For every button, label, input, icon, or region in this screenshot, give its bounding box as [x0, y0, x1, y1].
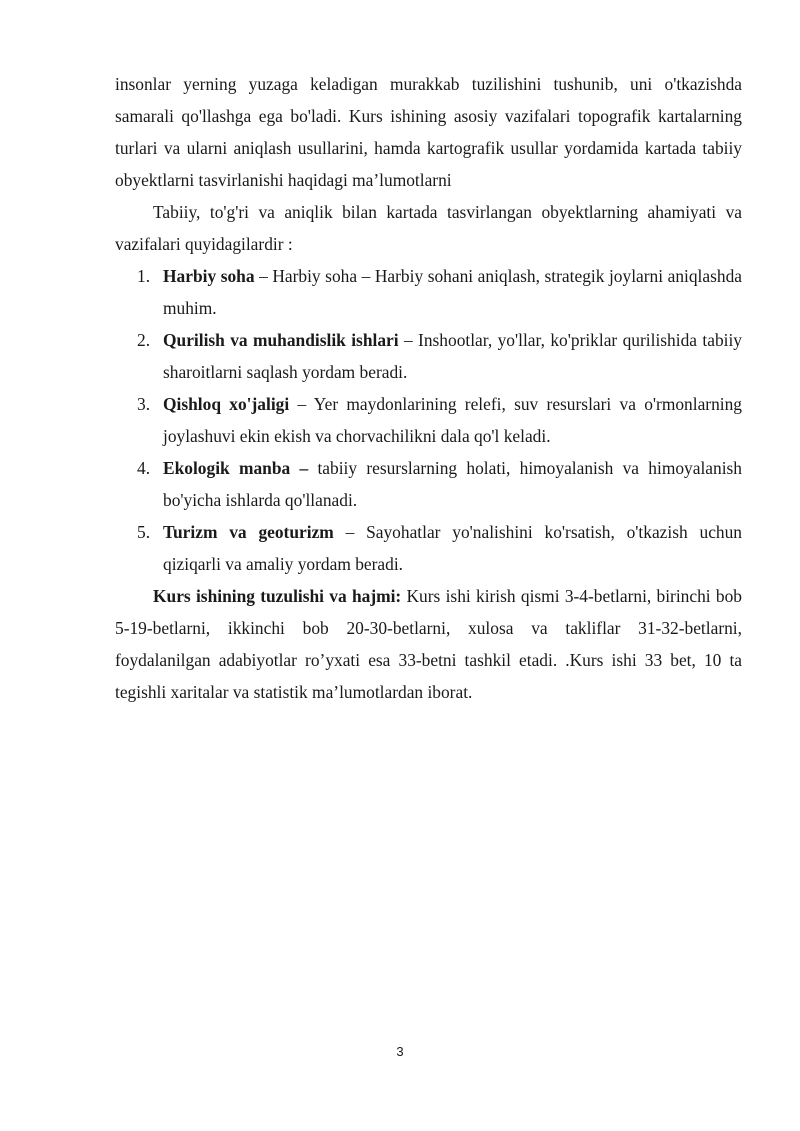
list-item: [115, 324, 742, 388]
list-item-number: 1.: [137, 266, 151, 286]
list-item: [115, 452, 742, 516]
list-item-title: Qishloq xo'jaligi: [163, 394, 290, 414]
list-item-text: tabiiy resurslarning holati, himoyalanish va himoyalanish bo'yicha ishlarda qo'llanadi.: [163, 458, 742, 510]
importance-list: [115, 260, 742, 580]
list-item: [115, 516, 742, 580]
list-item-title: Qurilish va muhandislik ishlari: [163, 330, 399, 350]
list-item-text: – Sayohatlar yo'nalishini ko'rsatish, o'tkazish uchun qiziqarli va amaliy yordam beradi.: [163, 522, 742, 574]
list-item-title: Ekologik manba –: [163, 458, 309, 478]
list-item-text: – Harbiy soha – Harbiy sohani aniqlash, strategik joylarni aniqlashda muhim.: [163, 266, 742, 318]
page-number: 3: [396, 1044, 404, 1059]
structure-text: Kurs ishi kirish qismi 3-4-betlarni, birinchi bob 5-19-betlarni, ikkinchi bob 20-30-betlarni, xulosa va takliflar 31-32-betlarni, foydalanilgan adabiyotlar ro’yxati esa 33-betni tashkil etadi. .Kurs ishi 33 bet, 10 ta tegishli xaritalar va statistik ma’lumotlardan iborat.: [115, 586, 742, 702]
list-item-title: Turizm va geoturizm: [163, 522, 334, 542]
structure-title: Kurs ishining tuzulishi va hajmi:: [153, 586, 402, 606]
list-item-text: – Yer maydonlarining relefi, suv resurslari va o'rmonlarning joylashuvi ekin ekish va chorvachilikni dala qo'l keladi.: [163, 394, 742, 446]
list-item: [115, 388, 742, 452]
list-item-text: – Inshootlar, yo'llar, ko'priklar qurilishida tabiiy sharoitlarni saqlash yordam beradi.: [163, 330, 742, 382]
list-item-number: 2.: [137, 330, 151, 350]
document-body: [115, 68, 742, 708]
structure-paragraph: [115, 580, 742, 708]
list-item-number: 4.: [137, 458, 151, 478]
list-item-number: 5.: [137, 522, 151, 542]
list-item-title: Harbiy soha: [163, 266, 255, 286]
list-item: [115, 260, 742, 324]
list-item-number: 3.: [137, 394, 151, 414]
intro-paragraph: insonlar yerning yuzaga keladigan murakkab tuzilishini tushunib, uni o'tkazishda samarali qo'llashga ega bo'ladi. Kurs ishining asosiy vazifalari topografik kartalarning turlari va ularni aniqlash usullarini, hamda kartografik usullar yordamida kartada tabiiy obyektlarni tasvirlanishi haqidagi ma’lumotlarni: [115, 74, 742, 190]
objects-importance-paragraph: Tabiiy, to'g'ri va aniqlik bilan kartada tasvirlangan obyektlarning ahamiyati va vazifalari quyidagilardir :: [115, 202, 742, 254]
